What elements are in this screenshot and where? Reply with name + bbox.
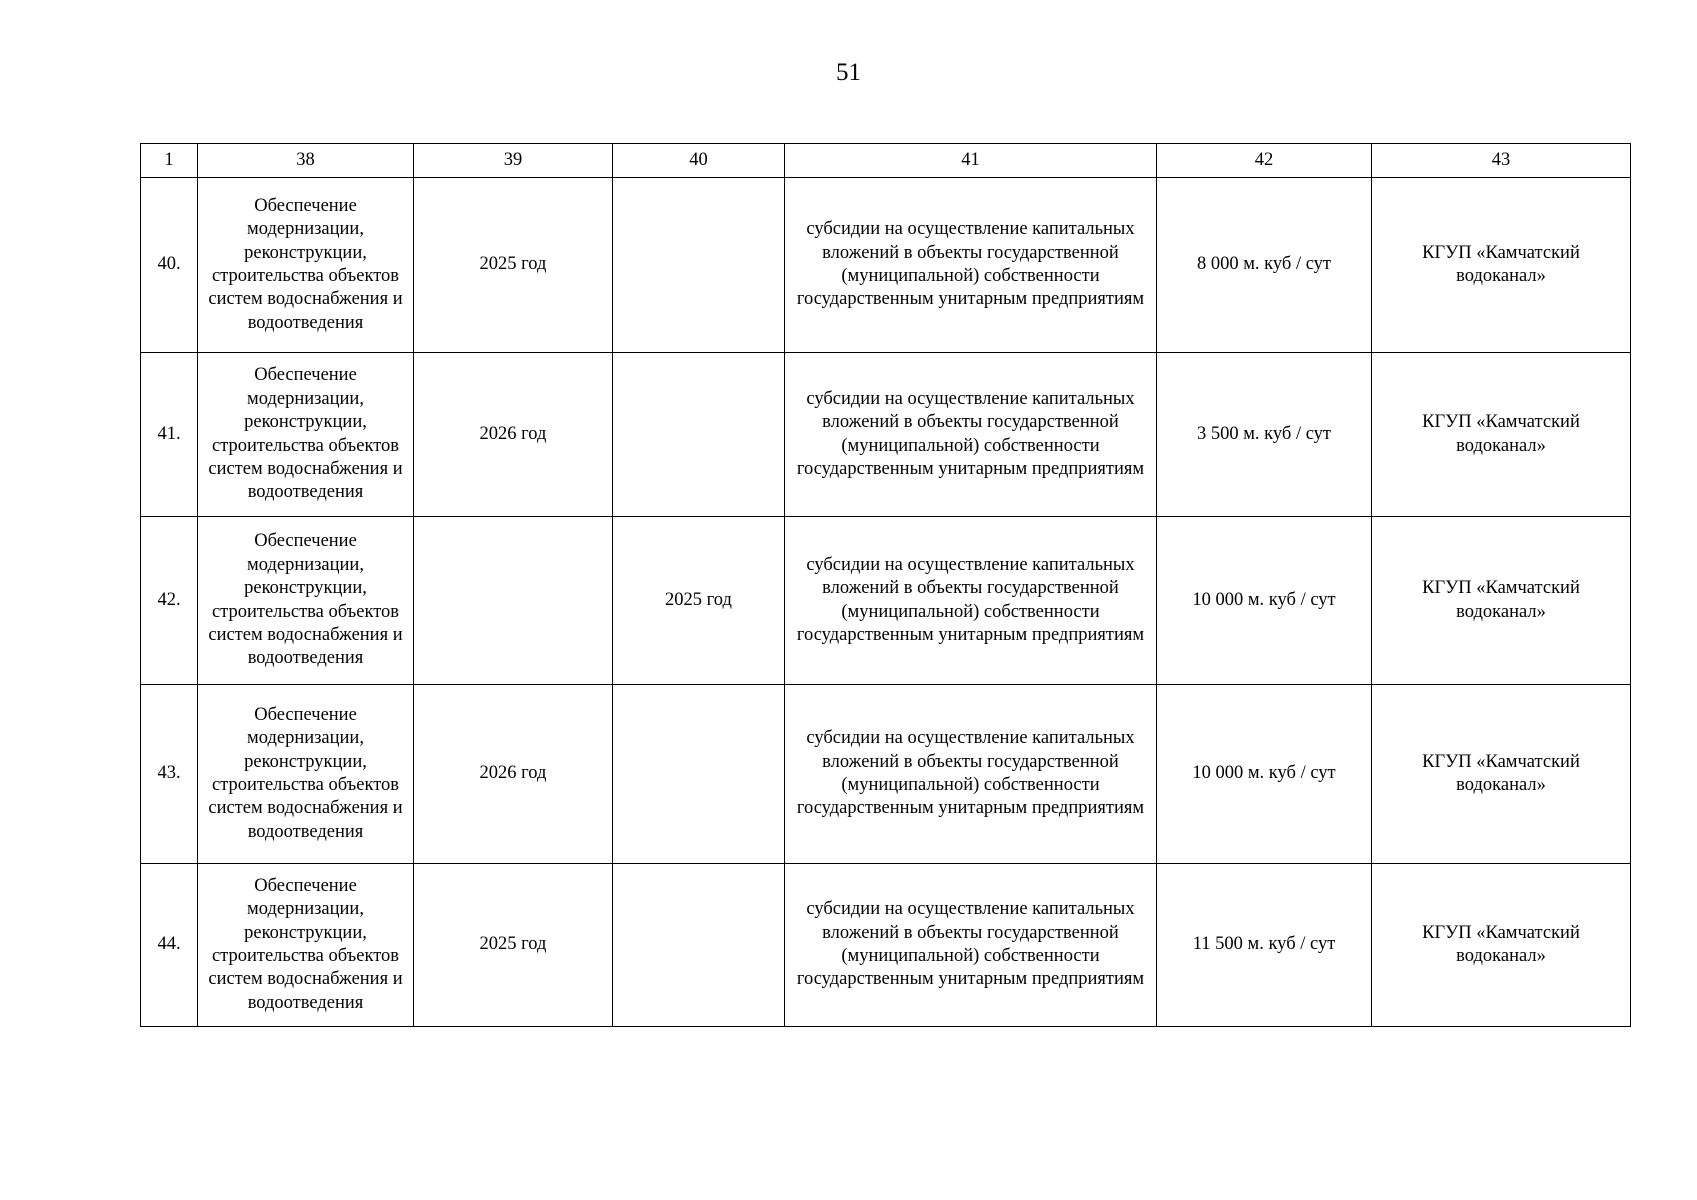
table-row [141,353,1631,517]
table-row [141,178,1631,353]
row-number-cell: 43. [141,685,198,864]
activity-cell: Обеспечение модернизации, реконструкции, строительства объектов систем водоснабжения и водоотведения [198,864,414,1027]
subsidy-type-cell: субсидии на осуществление капитальных вложений в объекты государственной (муниципальной) собственности государственным унитарным предприятиям [785,517,1157,685]
subsidy-type-cell: субсидии на осуществление капитальных вложений в объекты государственной (муниципальной) собственности государственным унитарным предприятиям [785,353,1157,517]
capacity-cell: 8 000 м. куб / сут [1157,178,1372,353]
year-alt-cell [613,864,785,1027]
column-header: 1 [141,144,198,178]
year-alt-cell: 2025 год [613,517,785,685]
column-header: 40 [613,144,785,178]
capacity-cell: 10 000 м. куб / сут [1157,685,1372,864]
activity-cell: Обеспечение модернизации, реконструкции, строительства объектов систем водоснабжения и водоотведения [198,178,414,353]
subsidy-type-cell: субсидии на осуществление капитальных вложений в объекты государственной (муниципальной) собственности государственным унитарным предприятиям [785,685,1157,864]
capacity-cell: 10 000 м. куб / сут [1157,517,1372,685]
row-number-cell: 44. [141,864,198,1027]
table-row [141,864,1631,1027]
year-cell: 2026 год [414,353,613,517]
subsidy-type-cell: субсидии на осуществление капитальных вложений в объекты государственной (муниципальной) собственности государственным унитарным предприятиям [785,864,1157,1027]
organization-cell: КГУП «Камчатский водоканал» [1372,517,1631,685]
activity-cell: Обеспечение модернизации, реконструкции, строительства объектов систем водоснабжения и водоотведения [198,353,414,517]
data-table [140,143,1631,1027]
page-number: 51 [836,59,861,86]
year-cell: 2025 год [414,178,613,353]
year-cell: 2025 год [414,864,613,1027]
row-number-cell: 42. [141,517,198,685]
year-alt-cell [613,178,785,353]
organization-cell: КГУП «Камчатский водоканал» [1372,178,1631,353]
organization-cell: КГУП «Камчатский водоканал» [1372,353,1631,517]
year-alt-cell [613,685,785,864]
year-cell [414,517,613,685]
organization-cell: КГУП «Камчатский водоканал» [1372,685,1631,864]
row-number-cell: 40. [141,178,198,353]
subsidy-type-cell: субсидии на осуществление капитальных вложений в объекты государственной (муниципальной) собственности государственным унитарным предприятиям [785,178,1157,353]
column-header: 38 [198,144,414,178]
capacity-cell: 11 500 м. куб / сут [1157,864,1372,1027]
activity-cell: Обеспечение модернизации, реконструкции, строительства объектов систем водоснабжения и водоотведения [198,517,414,685]
column-header: 41 [785,144,1157,178]
table-header-row [141,144,1631,178]
year-alt-cell [613,353,785,517]
column-header: 42 [1157,144,1372,178]
column-header: 39 [414,144,613,178]
year-cell: 2026 год [414,685,613,864]
capacity-cell: 3 500 м. куб / сут [1157,353,1372,517]
table-row [141,685,1631,864]
activity-cell: Обеспечение модернизации, реконструкции, строительства объектов систем водоснабжения и водоотведения [198,685,414,864]
row-number-cell: 41. [141,353,198,517]
organization-cell: КГУП «Камчатский водоканал» [1372,864,1631,1027]
table-row [141,517,1631,685]
column-header: 43 [1372,144,1631,178]
